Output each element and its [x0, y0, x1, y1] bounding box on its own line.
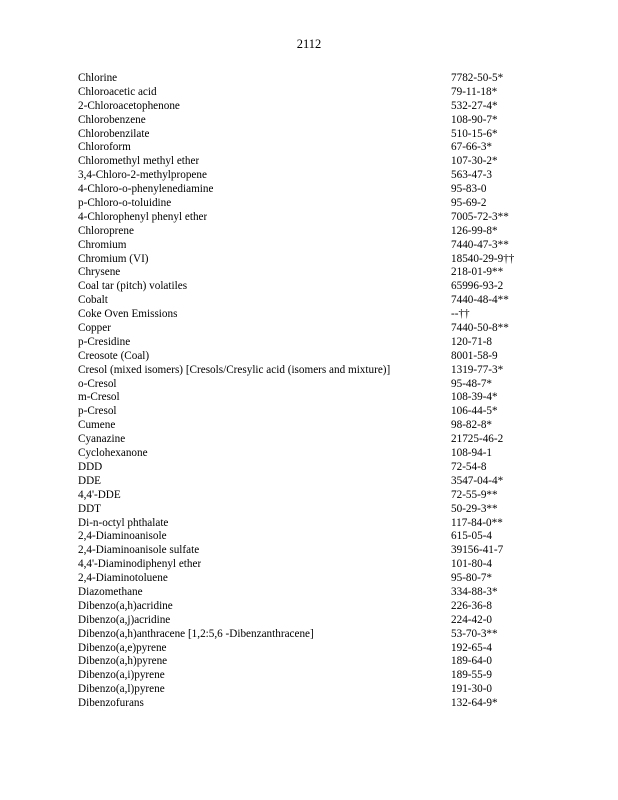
chemical-row — [78, 72, 548, 86]
cas-number: 218-01-9** — [451, 266, 504, 279]
cas-number: 7005-72-3** — [451, 210, 509, 223]
chemical-name: Chloromethyl methyl ether — [78, 155, 200, 168]
chemical-name: Chromium (VI) — [78, 252, 149, 265]
chemical-row — [78, 239, 548, 253]
chemical-row — [78, 558, 548, 572]
chemical-row — [78, 280, 548, 294]
chemical-name: Cyclohexanone — [78, 447, 148, 460]
chemical-name: DDT — [78, 502, 101, 515]
chemical-row — [78, 655, 548, 669]
chemical-name: Dibenzo(a,h)acridine — [78, 599, 173, 612]
cas-number: 615-05-4 — [451, 530, 493, 543]
chemical-row — [78, 197, 548, 211]
chemical-row — [78, 141, 548, 155]
chemical-name: Dibenzo(a,h)pyrene — [78, 655, 168, 668]
cas-number: 39156-41-7 — [451, 544, 504, 557]
chemical-name: 4-Chlorophenyl phenyl ether — [78, 210, 208, 223]
cas-number: 120-71-8 — [451, 335, 493, 348]
cas-number: 95-80-7* — [451, 572, 493, 585]
cas-number: 1319-77-3* — [451, 363, 504, 376]
cas-number: 108-94-1 — [451, 447, 493, 460]
chemical-row — [78, 114, 548, 128]
chemical-name: 4,4'-DDE — [78, 488, 121, 501]
chemical-name: Di-n-octyl phthalate — [78, 516, 169, 529]
cas-number: 191-30-0 — [451, 683, 493, 696]
chemical-name: p-Cresidine — [78, 335, 131, 348]
cas-number: 7440-48-4** — [451, 294, 509, 307]
cas-number: 224-42-0 — [451, 613, 493, 626]
chemical-name: Dibenzo(a,e)pyrene — [78, 641, 167, 654]
chemical-row — [78, 642, 548, 656]
chemical-name: Dibenzo(a,j)acridine — [78, 613, 171, 626]
cas-number: 95-48-7* — [451, 377, 493, 390]
cas-number: 510-15-6* — [451, 127, 498, 140]
cas-number: 563-47-3 — [451, 169, 493, 182]
cas-number: 226-36-8 — [451, 599, 493, 612]
chemical-name: Dibenzofurans — [78, 697, 144, 710]
chemical-name: Chrysene — [78, 266, 121, 279]
cas-number: 106-44-5* — [451, 405, 498, 418]
chemical-row — [78, 544, 548, 558]
cas-number: 7440-50-8** — [451, 322, 509, 335]
chemical-row — [78, 461, 548, 475]
chemical-name: Chloroacetic acid — [78, 85, 157, 98]
cas-number: 53-70-3** — [451, 627, 498, 640]
chemical-name: Chromium — [78, 238, 127, 251]
cas-number: 79-11-18* — [451, 85, 498, 98]
chemical-name: Chlorine — [78, 72, 118, 84]
chemical-row — [78, 503, 548, 517]
chemical-row — [78, 322, 548, 336]
chemical-row — [78, 419, 548, 433]
cas-number: 67-66-3* — [451, 141, 493, 154]
chemical-row — [78, 183, 548, 197]
cas-number: 98-82-8* — [451, 419, 493, 432]
cas-number: 7782-50-5* — [451, 72, 504, 84]
chemical-row — [78, 405, 548, 419]
cas-number: 132-64-9* — [451, 697, 498, 710]
chemical-name: 2,4-Diaminotoluene — [78, 572, 168, 585]
cas-number: 334-88-3* — [451, 585, 498, 598]
chemical-name: 2,4-Diaminoanisole sulfate — [78, 544, 200, 557]
chemical-name: Dibenzo(a,h)anthracene [1,2:5,6 -Dibenzanthracene] — [78, 627, 314, 640]
chemical-name: Creosote (Coal) — [78, 349, 150, 362]
chemical-row — [78, 669, 548, 683]
chemical-name: Chloroprene — [78, 224, 134, 237]
chemical-name: 4,4'-Diaminodiphenyl ether — [78, 558, 202, 571]
chemical-name: 3,4-Chloro-2-methylpropene — [78, 169, 207, 182]
cas-number: 95-69-2 — [451, 197, 487, 210]
chemical-name: DDE — [78, 474, 101, 487]
chemical-row — [78, 697, 548, 711]
chemical-name: Cobalt — [78, 294, 108, 307]
cas-number: 126-99-8* — [451, 224, 498, 237]
cas-number: 7440-47-3** — [451, 238, 509, 251]
chemical-name: o-Cresol — [78, 377, 117, 390]
cas-number: 3547-04-4* — [451, 474, 504, 487]
cas-number: 189-64-0 — [451, 655, 493, 668]
chemical-row — [78, 517, 548, 531]
chemical-row — [78, 336, 548, 350]
cas-number: 108-39-4* — [451, 391, 498, 404]
chemical-row — [78, 100, 548, 114]
chemical-name: DDD — [78, 460, 103, 473]
chemical-row — [78, 169, 548, 183]
chemical-name: Chlorobenzene — [78, 113, 146, 126]
chemical-name: 2-Chloroacetophenone — [78, 99, 180, 112]
cas-number: 108-90-7* — [451, 113, 498, 126]
page-number: 2112 — [296, 37, 322, 51]
chemical-row — [78, 683, 548, 697]
cas-number: 21725-46-2 — [451, 433, 504, 446]
chemical-list — [78, 72, 548, 711]
chemical-name: Dibenzo(a,l)pyrene — [78, 683, 165, 696]
cas-number: 532-27-4* — [451, 99, 498, 112]
chemical-row — [78, 447, 548, 461]
cas-number: --†† — [451, 308, 470, 321]
chemical-name: p-Chloro-o-toluidine — [78, 197, 172, 210]
chemical-name: 2,4-Diaminoanisole — [78, 530, 167, 543]
chemical-name: Cresol (mixed isomers) [Cresols/Cresylic acid (isomers and mixture)] — [78, 363, 391, 376]
chemical-name: Copper — [78, 322, 111, 335]
chemical-row — [78, 225, 548, 239]
chemical-name: Coke Oven Emissions — [78, 308, 178, 321]
cas-number: 65996-93-2 — [451, 280, 504, 293]
chemical-name: Cyanazine — [78, 433, 126, 446]
chemical-name: 4-Chloro-o-phenylenediamine — [78, 183, 214, 196]
cas-number: 101-80-4 — [451, 558, 493, 571]
chemical-row — [78, 530, 548, 544]
chemical-row — [78, 489, 548, 503]
cas-number: 189-55-9 — [451, 669, 493, 682]
cas-number: 72-54-8 — [451, 460, 487, 473]
chemical-row — [78, 128, 548, 142]
chemical-row — [78, 433, 548, 447]
chemical-row — [78, 253, 548, 267]
chemical-row — [78, 155, 548, 169]
chemical-row — [78, 614, 548, 628]
cas-number: 72-55-9** — [451, 488, 498, 501]
chemical-row — [78, 586, 548, 600]
chemical-row — [78, 266, 548, 280]
chemical-name: Coal tar (pitch) volatiles — [78, 280, 188, 293]
chemical-name: p-Cresol — [78, 405, 117, 418]
cas-number: 192-65-4 — [451, 641, 493, 654]
chemical-row — [78, 364, 548, 378]
chemical-name: Chlorobenzilate — [78, 127, 150, 140]
cas-number: 50-29-3** — [451, 502, 498, 515]
chemical-row — [78, 86, 548, 100]
chemical-name: Cumene — [78, 419, 116, 432]
cas-number: 107-30-2* — [451, 155, 498, 168]
chemical-row — [78, 475, 548, 489]
chemical-name: Dibenzo(a,i)pyrene — [78, 669, 165, 682]
chemical-row — [78, 600, 548, 614]
chemical-row — [78, 294, 548, 308]
chemical-row — [78, 308, 548, 322]
chemical-row — [78, 391, 548, 405]
chemical-name: Diazomethane — [78, 585, 143, 598]
chemical-name: m-Cresol — [78, 391, 120, 404]
cas-number: 95-83-0 — [451, 183, 487, 196]
cas-number: 117-84-0** — [451, 516, 503, 529]
cas-number: 18540-29-9†† — [451, 252, 515, 265]
chemical-row — [78, 628, 548, 642]
chemical-row — [78, 350, 548, 364]
cas-number: 8001-58-9 — [451, 349, 498, 362]
chemical-row — [78, 572, 548, 586]
chemical-row — [78, 378, 548, 392]
chemical-name: Chloroform — [78, 141, 131, 154]
chemical-row — [78, 211, 548, 225]
